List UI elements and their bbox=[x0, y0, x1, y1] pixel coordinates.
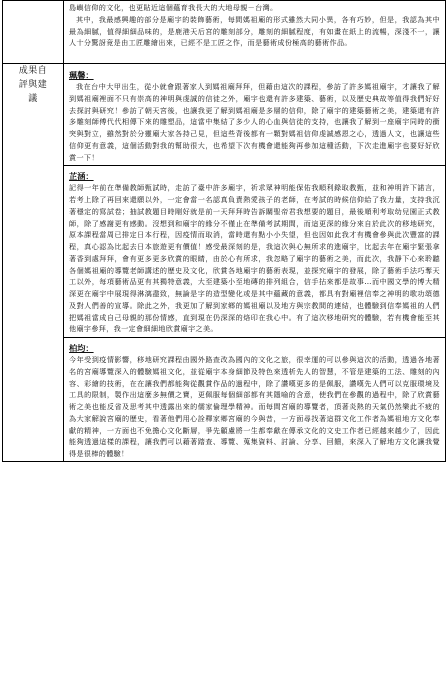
section-text: 今年受到疫情影響，移地研究課程由國外路查改為國內的文化之旅，很幸運的可以參與這次的活動，透過各地著名的宮廟導覽深入的體驗媽祖文化，並從廟宇本身細節及特色來透析先人的智慧，不管是建築的工法、雕刻的內容、彩繪的技術，在在讓我們都能夠從觀賞作品的過程中，除了讚嘆更多的是佩服，讚嘆先人們可以克服環境及工具的限制，製作出這麼多無價之寶，更佩服每個細部都有其隱喻的含意，使我們在參觀的過程中，除了欣賞藝術之美也能反省及思考其中透露出來的儒家倫理學精神。而每間宮廟的導覽者，頂著炎熱的天氣仍然樂此不疲的為大家解說宮廟的歷史，看著他們用心詮釋家鄉宮廟的今與昔，一方面尋找著這群文化工作者為媽祖地方文化奉獻的精神，一方面也不免擔心文化斷層，爭先顧慮將一生都奉獻在傳承文化的文史工作者已經越來越少了，因此能夠透過這樣的課程，讓我們可以藉著踏查、導覽、蒐集資料、討論、分享、回饋，來深入了解地方文化讓我覺得是很棒的體驗！ bbox=[69, 355, 440, 458]
report-table bbox=[2, 0, 446, 462]
top-paragraph-1: 島嶼信仰的文化，也更貼近這個蘊育我長大的大地母親－台灣。 bbox=[69, 3, 278, 12]
empty-label-cell bbox=[3, 1, 64, 64]
row-label-text: 成果自評與建議 bbox=[18, 66, 48, 104]
top-content-cell bbox=[64, 1, 446, 64]
section-heading: 珮馨： bbox=[69, 70, 94, 80]
section-bojun bbox=[69, 338, 440, 460]
section-zhihan bbox=[69, 166, 440, 335]
section-peixin bbox=[69, 65, 440, 163]
section-text: 我在台中大甲出生，從小就會跟著家人到媽祖廟拜拜，但藉由這次的課程，參訪了許多媽祖廟宇，才讓我了解到媽祖廟裡面不只有崇高的神明與虔誠的信徒之外，廟宇也還有許多建築、藝術，以及歷史典故等值得我們好好去探討與研究！參訪了朝天宮後，也讓我更了解到媽祖廟是多層的信仰，除了廟宇的建築藝術之美，建築還有許多雕刻師傅代代相傳下來的雕塑品，這當中集結了多少人的心血與信徒的支持，也讓我了解到一座廟宇同時的衝突與對立，雖然對於分靈廟大家各持己見，但這些背後都有一顆對媽祖信仰虔誠感恩之心，透過人文，也讓這些信仰更有意義，這個活動對我的幫助很大，也希望下次有機會還能夠再參加這種活動，下次走進廟宇也要好好欣賞一下！ bbox=[69, 82, 440, 162]
section-heading: 柏均： bbox=[69, 343, 94, 353]
row-label bbox=[3, 64, 63, 106]
row-label-cell bbox=[3, 64, 64, 462]
reflection-content-cell bbox=[64, 64, 446, 462]
section-heading: 芷涵： bbox=[69, 171, 94, 182]
table-row-top bbox=[3, 1, 446, 64]
report-page bbox=[2, 0, 446, 700]
top-paragraph-2: 其中，我最感興趣的部分是廟宇的裝飾藝術，每間媽祖廟的形式雖然大同小異，各有巧妙，但是，我認為其中最為細膩，值得細細品味的，是鹿港天后宮的雕刻部分，雕刻的細膩程度，有如畫在紙上的流暢，深淺不一，讓人十分驚訝竟是由工匠雕繪出來，已經不是工匠之作，而是藝術成份極高的藝術作品。 bbox=[69, 14, 440, 48]
section-text: 記得一年前在準備教師甄試時，走訪了臺中許多廟宇，祈求眾神明能保佑我順利錄取教甄，並和神明許下諾言，若考上除了再回來還願以外，一定會當一名認真負責熱愛孩子的老師，在考試的時候信仰給了我力量，支持我沉著穩定的寫試卷；抽試教題目時剛好就是前一天拜拜時告訴關聖帝君我想要的題目，最後順利考取幼兒園正式教師，除了感謝更有感動。沒想到和廟宇的緣分不僅止在準備考試期間，而這更深的緣分來自於此次的移地研究，原本課程當周已排定日本行程，因疫情而取消，當時還有點小小失望，但也因如此我才有機會參與此次豐富的課程，真心認為比起去日本旅遊更有價值！感受最深刻的是，我這次與心無所求的進廟宇，比起去年在廟宇緊張拿著香到處拜拜，會有更多更多欣賞的眼睛，由於心有所求，我忽略了廟宇的藝術之美，而此次，我靜下心來聆聽各個媽祖廟的導覽老師講述的歷史及文化，欣賞各地廟宇的藝術表現，並探究廟宇的發展，除了藝術手法巧奪天工以外，每項藝術品更有其獨特意義，大至建築小至地磚的排列組合，信手拈來都是故事…而中國文學的博大精深更在廟宇中展現得淋漓盡致，無論是字的造型變化或是其中蘊藏的意義，都具有對廟裡信奉之神明的歌功頌德及對人們善的宣導。除此之外，我更加了解到家鄉的媽祖廟以及地方與宗教間的連結，也體驗到信奉媽祖的人們把媽祖當成自己母親的那份情感，直到現在仍深深的烙印在我心中。有了這次移地研究的體驗，若有機會能至其他廟宇參拜，我一定會細細地欣賞廟宇之美。 bbox=[69, 183, 440, 334]
table-row-reflection bbox=[3, 64, 446, 462]
